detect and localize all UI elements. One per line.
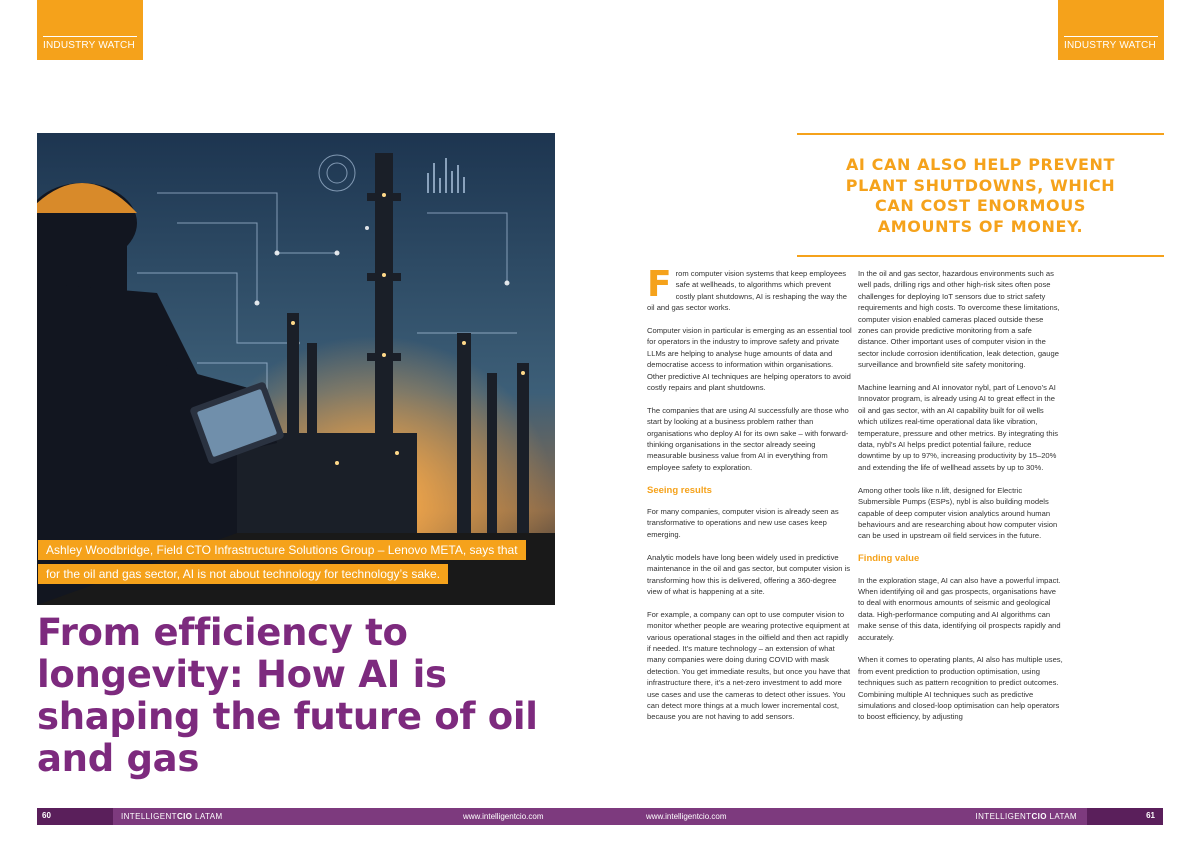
article-column-1 <box>647 264 852 734</box>
hero-photo <box>37 133 555 605</box>
body-paragraph: In the oil and gas sector, hazardous environments such as well pads, drilling rigs and other high-risk sites often pose challenges for deploying IoT sensors due to strict safety requirements and high costs. To overcome these limitations, computer vision enabled cameras placed outside these zones can provide predictive monitoring from a safe distance. Other important uses of computer vision in the sector include corrosion identification, leak detection, gauge surveillance and brownfield site safety monitoring. <box>858 269 1060 370</box>
section-tab-right <box>1058 0 1164 60</box>
brand-prefix: INTELLIGENT <box>121 812 177 821</box>
page-number: 61 <box>1146 811 1155 820</box>
intro-text: rom computer vision systems that keep employees safe at wellheads, to algorithms which prevent costly plant shutdowns, AI is reshaping the way the oil and gas sector works. <box>647 269 847 313</box>
brand-bold: CIO <box>176 812 193 821</box>
footer-left <box>37 808 600 825</box>
drop-cap: F <box>647 264 672 305</box>
section-label: INDUSTRY WATCH <box>43 40 135 51</box>
tab-rule <box>43 36 137 37</box>
page-number-box <box>1087 808 1163 825</box>
pull-quote-text: AI CAN ALSO HELP PREVENT PLANT SHUTDOWNS, WHICH CAN COST ENORMOUS AMOUNTS OF MONEY. <box>845 155 1116 236</box>
pull-quote <box>797 133 1164 257</box>
refinery-illustration <box>37 133 555 605</box>
page-number-box <box>37 808 113 825</box>
brand-bold: CIO <box>1031 812 1047 821</box>
body-paragraph: Machine learning and AI innovator nybl, part of Lenovo’s AI Innovator program, is already using AI to great effect in the oil and gas sector, with an AI capability built for oil wells which utilizes real-time operational data like vibration, temperature, pressure and other metrics. By integrating this data, nybl’s AI helps predict potential failure, reduce downtime by up to 97%, increasing productivity by 15–20% and extending the life of wellhead assets by up to 30%. <box>858 383 1059 472</box>
brand-suffix: LATAM <box>192 812 223 821</box>
website-url[interactable]: www.intelligentcio.com <box>646 812 727 821</box>
section-tab-left <box>37 0 143 60</box>
body-paragraph: Among other tools like n.lift, designed for Electric Submersible Pumps (ESPs), nybl is also building models capable of deep computer vision analytics around human behaviours and are researching about how computer vision can be used in upstream oil field services in the future. <box>858 485 1058 541</box>
body-paragraph: For many companies, computer vision is already seen as transformative to operations and new use cases keep emerging. <box>647 507 839 539</box>
brand-prefix: INTELLIGENT <box>975 812 1032 821</box>
brand-suffix: LATAM <box>1046 812 1077 821</box>
body-paragraph: In the exploration stage, AI can also have a powerful impact. When identifying oil and gas prospects, organisations have to deal with enormous amounts of seismic and geological data. High-performance computing and AI algorithms can make sense of this data, identifying oil prospects rapidly and accurately. <box>858 575 1061 642</box>
subheading: Finding value <box>858 553 920 565</box>
magazine-brand <box>121 812 223 821</box>
subheading: Seeing results <box>647 484 712 496</box>
body-paragraph: Computer vision in particular is emerging as an essential tool for operators in the industry to improve safety and private LLMs are helping to analyse huge amounts of data and democratise access to information within organisations. Other predictive AI techniques are helping operators to avoid costly repairs and plant shutdowns. <box>647 326 852 393</box>
article-headline: From efficiency to longevity: How AI is shaping the future of oil and gas <box>37 611 538 780</box>
section-label: INDUSTRY WATCH <box>1064 40 1156 51</box>
page-number: 60 <box>42 811 51 820</box>
tab-rule <box>1064 36 1158 37</box>
body-paragraph: For example, a company can opt to use computer vision to monitor whether people are wearing protective equipment at various operational stages in the oilfield and then act rapidly if needed. It’s mature technology – an extension of what many companies were doing during COVID with mask detection. You get immediate results, but once you have that infrastructure there, it’s a net-zero investment to add more use cases and use the cameras to detect other issues. You can detect more things at a much lower incremental cost, because you are not having to add sensors. <box>647 609 851 722</box>
body-paragraph: When it comes to operating plants, AI also has multiple uses, from event prediction to production optimisation, using techniques such as pattern recognition to predict outcomes. Combining multiple AI techniques such as predictive simulations and closed-loop optimisation can help operators to boost efficiency, by adjusting <box>858 655 1063 722</box>
photo-caption-line-1: Ashley Woodbridge, Field CTO Infrastructure Solutions Group – Lenovo META, says that <box>38 540 526 560</box>
website-url[interactable]: www.intelligentcio.com <box>463 812 544 821</box>
intro-paragraph <box>647 264 852 314</box>
footer-right <box>600 808 1163 825</box>
article-column-2 <box>858 268 1063 734</box>
body-paragraph: Analytic models have long been widely used in predictive maintenance in the oil and gas sector, but computer vision is transforming how this is delivered, offering a 360-degree view of what is happening at a site. <box>647 552 851 596</box>
magazine-brand <box>975 812 1077 821</box>
body-paragraph: The companies that are using AI successfully are those who start by looking at a business problem rather than organisations who deploy AI for its own sake – with forward-thinking organisations in the sector already seeing measurable business value from AI in everything from employee safety to exploration. <box>647 405 849 472</box>
photo-caption-line-2: for the oil and gas sector, AI is not about technology for technology’s sake. <box>38 564 448 584</box>
